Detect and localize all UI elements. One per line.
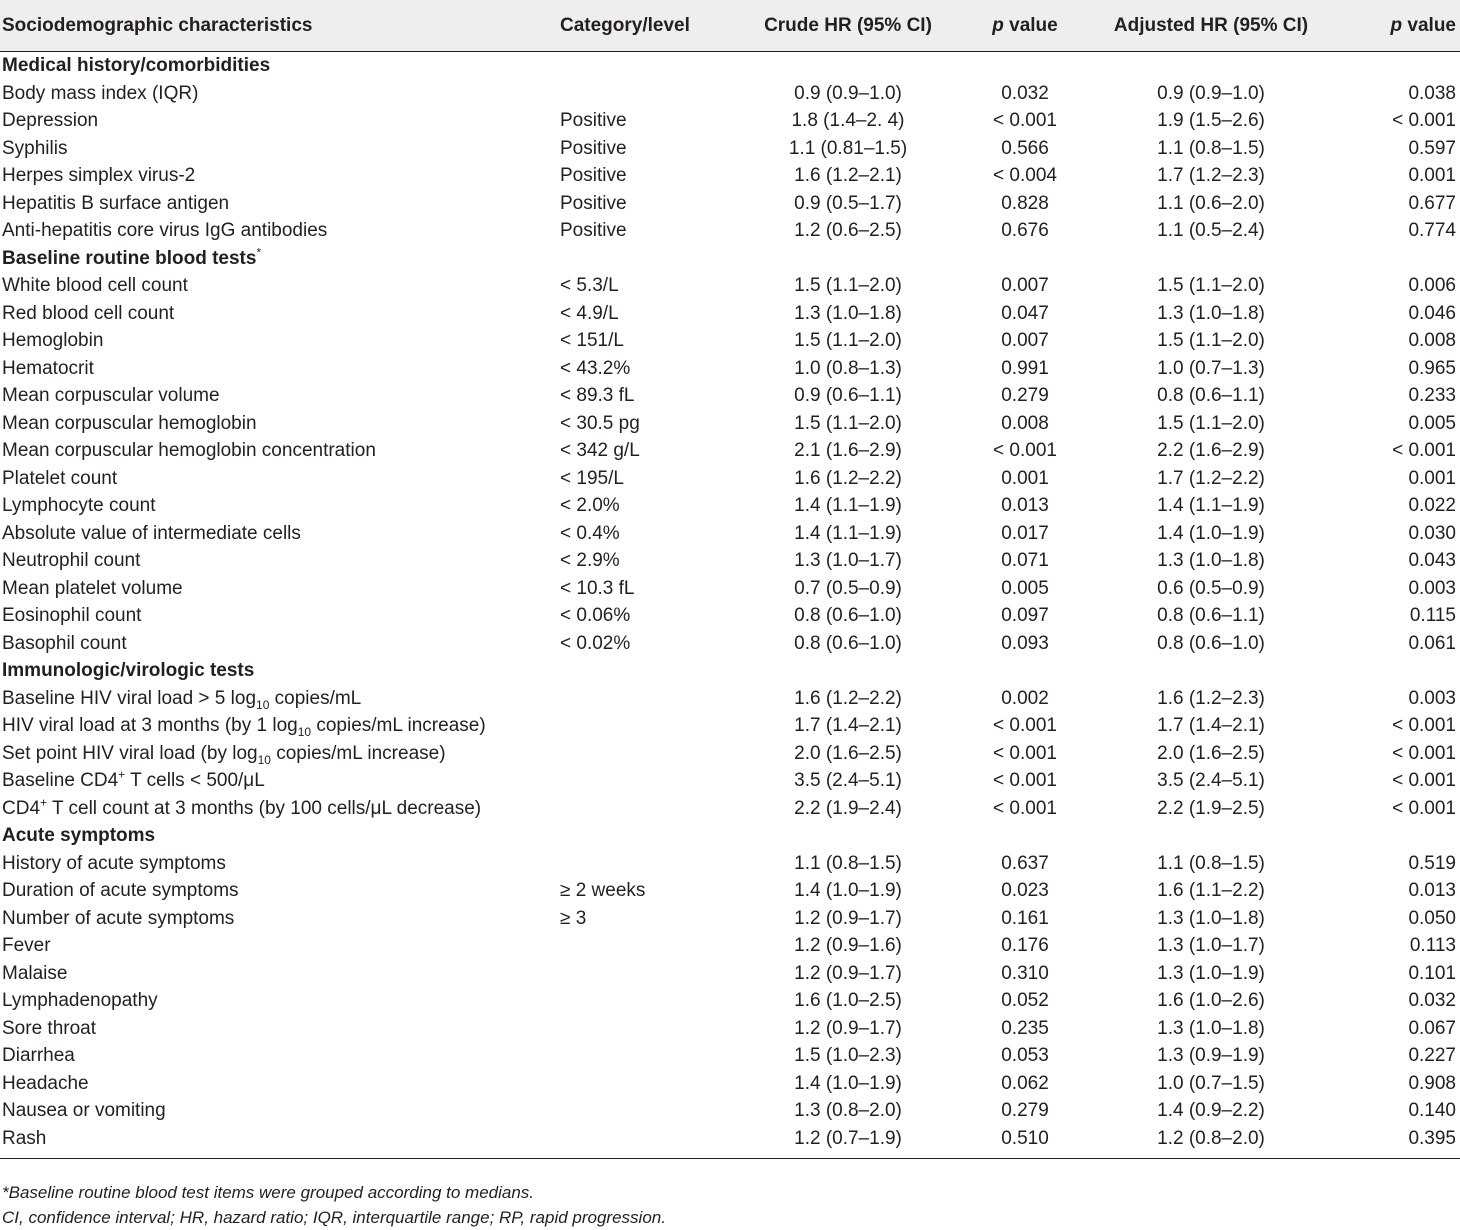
cell-crude-hr: 0.9 (0.9–1.0) bbox=[794, 82, 902, 104]
cell-crude-hr: 0.9 (0.5–1.7) bbox=[794, 192, 902, 214]
cell-crude-p: < 0.001 bbox=[993, 770, 1057, 791]
cell-category: Positive bbox=[560, 192, 627, 214]
cell-category bbox=[558, 1015, 742, 1043]
table-row bbox=[0, 410, 1460, 438]
cell-adjusted-hr: 2.2 (1.9–2.5) bbox=[1157, 797, 1265, 819]
cell-characteristic: Lymphocyte count bbox=[2, 495, 156, 516]
section-medical-history bbox=[0, 52, 1460, 80]
cell-crude-p: 0.279 bbox=[1001, 1100, 1049, 1121]
cell-characteristic: Nausea or vomiting bbox=[2, 1100, 166, 1121]
cell-crude-hr: 0.7 (0.5–0.9) bbox=[794, 577, 902, 599]
cell-characteristic: Number of acute symptoms bbox=[2, 907, 235, 929]
cell-adjusted-p: < 0.001 bbox=[1392, 742, 1456, 764]
cell-crude-p: 0.053 bbox=[1001, 1045, 1049, 1066]
cell-crude-p: 0.023 bbox=[1001, 880, 1049, 901]
cell-crude-hr: 1.5 (1.1–2.0) bbox=[794, 275, 902, 296]
cell-category bbox=[558, 767, 742, 795]
cell-characteristic bbox=[0, 740, 558, 768]
table-footnotes bbox=[2, 1180, 666, 1230]
cell-crude-p: 0.007 bbox=[1001, 330, 1049, 351]
cell-characteristic: Lymphadenopathy bbox=[2, 990, 158, 1011]
cell-adjusted-hr: 1.3 (1.0–1.8) bbox=[1157, 302, 1265, 324]
table-row bbox=[0, 740, 1460, 768]
cell-crude-p: 0.828 bbox=[1001, 192, 1049, 214]
cell-characteristic: Malaise bbox=[2, 962, 68, 984]
table-row bbox=[0, 382, 1460, 410]
cell-adjusted-p: 0.774 bbox=[1408, 220, 1456, 241]
value-word: value bbox=[1003, 14, 1058, 36]
cell-crude-p: 0.005 bbox=[1001, 577, 1049, 599]
cell-crude-hr: 1.4 (1.0–1.9) bbox=[794, 1072, 902, 1094]
cell-adjusted-hr: 1.7 (1.4–2.1) bbox=[1157, 715, 1265, 736]
table-row bbox=[0, 300, 1460, 328]
cell-characteristic: Hematocrit bbox=[2, 357, 94, 379]
cell-crude-hr: 1.4 (1.1–1.9) bbox=[794, 522, 902, 544]
table-row bbox=[0, 795, 1460, 823]
cell-characteristic: Fever bbox=[2, 935, 51, 956]
cell-category bbox=[558, 960, 742, 988]
cell-characteristic: Platelet count bbox=[2, 467, 118, 489]
cell-characteristic: Depression bbox=[2, 110, 99, 131]
cell-category: < 43.2% bbox=[560, 357, 631, 379]
cell-characteristic: Sore throat bbox=[2, 1017, 96, 1039]
cell-adjusted-hr: 0.8 (0.6–1.1) bbox=[1157, 605, 1265, 626]
label-text: HIV viral load at 3 months (by 1 log bbox=[2, 715, 298, 736]
header-characteristics: Sociodemographic characteristics bbox=[0, 0, 558, 52]
cell-crude-hr: 1.7 (1.4–2.1) bbox=[794, 715, 902, 736]
cell-crude-hr: 1.6 (1.2–2.2) bbox=[794, 687, 902, 709]
cell-category: < 30.5 pg bbox=[560, 412, 640, 434]
header-adjusted-p-value bbox=[1328, 0, 1460, 52]
cell-characteristic: Neutrophil count bbox=[2, 550, 141, 571]
cell-characteristic: Mean corpuscular volume bbox=[2, 385, 220, 406]
table-row bbox=[0, 492, 1460, 520]
cell-crude-hr: 1.2 (0.6–2.5) bbox=[794, 220, 902, 241]
cell-crude-p: 0.279 bbox=[1001, 385, 1049, 406]
cell-crude-p: 0.032 bbox=[1001, 82, 1049, 104]
cell-characteristic: Duration of acute symptoms bbox=[2, 880, 239, 901]
cell-crude-p: < 0.001 bbox=[993, 440, 1057, 461]
cell-adjusted-p: 0.227 bbox=[1408, 1045, 1456, 1066]
label-text: copies/mL bbox=[269, 687, 362, 709]
cell-adjusted-hr: 0.8 (0.6–1.0) bbox=[1157, 632, 1265, 654]
cell-crude-hr: 1.4 (1.0–1.9) bbox=[794, 880, 902, 901]
cell-adjusted-hr: 1.4 (1.1–1.9) bbox=[1157, 495, 1265, 516]
table-row bbox=[0, 520, 1460, 548]
cell-adjusted-p: 0.013 bbox=[1408, 880, 1456, 901]
cell-characteristic: Absolute value of intermediate cells bbox=[2, 522, 301, 544]
cell-crude-p: 0.071 bbox=[1001, 550, 1049, 571]
cell-adjusted-p: 0.008 bbox=[1408, 330, 1456, 351]
cell-category: < 89.3 fL bbox=[560, 385, 635, 406]
cell-adjusted-p: 0.001 bbox=[1408, 467, 1456, 489]
cell-crude-p: 0.047 bbox=[1001, 302, 1049, 324]
subscript: 10 bbox=[256, 697, 270, 712]
cell-characteristic bbox=[0, 767, 558, 795]
cell-adjusted-p: 0.113 bbox=[1409, 935, 1456, 956]
table-row bbox=[0, 107, 1460, 135]
cell-crude-hr: 1.6 (1.2–2.1) bbox=[794, 165, 902, 186]
cell-adjusted-p: 0.677 bbox=[1408, 192, 1456, 214]
section-blood-tests bbox=[0, 245, 1460, 273]
cell-crude-p: < 0.001 bbox=[993, 742, 1057, 764]
cell-adjusted-p: 0.233 bbox=[1408, 385, 1456, 406]
cell-adjusted-hr: 1.5 (1.1–2.0) bbox=[1157, 330, 1265, 351]
cell-crude-p: < 0.001 bbox=[993, 110, 1057, 131]
cell-characteristic: History of acute symptoms bbox=[2, 852, 226, 874]
cell-adjusted-p: < 0.001 bbox=[1392, 770, 1456, 791]
cell-crude-p: 0.991 bbox=[1001, 357, 1049, 379]
cell-adjusted-hr: 0.6 (0.5–0.9) bbox=[1157, 577, 1265, 599]
cell-crude-hr: 1.0 (0.8–1.3) bbox=[794, 357, 902, 379]
cell-adjusted-hr: 2.2 (1.6–2.9) bbox=[1157, 440, 1265, 461]
cell-crude-hr: 1.2 (0.9–1.6) bbox=[794, 935, 902, 956]
cell-adjusted-hr: 2.0 (1.6–2.5) bbox=[1157, 742, 1265, 764]
table-row bbox=[0, 437, 1460, 465]
cell-characteristic bbox=[0, 795, 558, 823]
cell-category: Positive bbox=[560, 220, 627, 241]
table-row bbox=[0, 190, 1460, 218]
subscript: 10 bbox=[297, 724, 312, 739]
cell-adjusted-p: < 0.001 bbox=[1392, 440, 1456, 461]
table-row bbox=[0, 767, 1460, 795]
cell-adjusted-p: 0.032 bbox=[1408, 990, 1456, 1011]
cell-adjusted-hr: 0.8 (0.6–1.1) bbox=[1157, 385, 1265, 406]
cell-category: < 10.3 fL bbox=[560, 577, 635, 599]
cell-characteristic bbox=[0, 712, 558, 740]
cell-adjusted-hr: 1.3 (1.0–1.9) bbox=[1157, 962, 1265, 984]
table-row bbox=[0, 850, 1460, 878]
cell-category bbox=[558, 1070, 742, 1098]
cell-adjusted-p: 0.965 bbox=[1408, 357, 1456, 379]
table-row bbox=[0, 1125, 1460, 1159]
table-row bbox=[0, 1015, 1460, 1043]
superscript: + bbox=[40, 795, 48, 810]
table-row bbox=[0, 712, 1460, 740]
label-text: copies/mL increase) bbox=[270, 742, 446, 764]
cell-category bbox=[558, 80, 742, 108]
cell-crude-hr: 1.1 (0.8–1.5) bbox=[794, 852, 902, 874]
cell-adjusted-hr: 1.4 (0.9–2.2) bbox=[1157, 1100, 1265, 1121]
cell-adjusted-p: 0.005 bbox=[1408, 412, 1456, 434]
section-immunologic-tests bbox=[0, 657, 1460, 685]
cell-adjusted-hr: 1.1 (0.5–2.4) bbox=[1157, 220, 1265, 241]
cell-category: < 4.9/L bbox=[560, 302, 619, 324]
table-row bbox=[0, 987, 1460, 1015]
cell-adjusted-hr: 1.3 (0.9–1.9) bbox=[1157, 1045, 1265, 1066]
cell-crude-hr: 1.3 (1.0–1.7) bbox=[794, 550, 902, 571]
cell-adjusted-hr: 1.0 (0.7–1.5) bbox=[1157, 1072, 1265, 1094]
cell-adjusted-hr: 1.5 (1.1–2.0) bbox=[1157, 412, 1265, 434]
table-row bbox=[0, 217, 1460, 245]
cell-adjusted-p: 0.030 bbox=[1408, 522, 1456, 544]
cell-crude-hr: 0.8 (0.6–1.0) bbox=[794, 605, 902, 626]
header-adjusted-hr: Adjusted HR (95% CI) bbox=[1096, 0, 1328, 52]
cell-crude-hr: 2.2 (1.9–2.4) bbox=[794, 797, 902, 819]
section-row bbox=[0, 52, 1460, 80]
cell-crude-p: 0.052 bbox=[1001, 990, 1049, 1011]
label-text: T cells < 500/μL bbox=[125, 770, 265, 791]
table-row bbox=[0, 272, 1460, 300]
cell-characteristic: Herpes simplex virus-2 bbox=[2, 165, 196, 186]
cell-adjusted-p: 0.003 bbox=[1408, 577, 1456, 599]
cell-adjusted-p: 0.043 bbox=[1408, 550, 1456, 571]
cell-category bbox=[558, 932, 742, 960]
cell-adjusted-hr: 1.3 (1.0–1.8) bbox=[1157, 907, 1265, 929]
table-row bbox=[0, 135, 1460, 163]
cell-adjusted-p: < 0.001 bbox=[1392, 110, 1456, 131]
cell-category bbox=[558, 740, 742, 768]
cell-characteristic: Diarrhea bbox=[2, 1045, 75, 1066]
cell-crude-hr: 2.1 (1.6–2.9) bbox=[794, 440, 902, 461]
cell-characteristic: Basophil count bbox=[2, 632, 127, 654]
cell-adjusted-hr: 1.7 (1.2–2.2) bbox=[1157, 467, 1265, 489]
cell-adjusted-p: 0.038 bbox=[1408, 82, 1456, 104]
cell-adjusted-hr: 0.9 (0.9–1.0) bbox=[1157, 82, 1265, 104]
cell-category: < 2.9% bbox=[560, 550, 620, 571]
cell-crude-hr: 1.5 (1.0–2.3) bbox=[794, 1045, 902, 1066]
cell-adjusted-hr: 1.5 (1.1–2.0) bbox=[1157, 275, 1265, 296]
cell-crude-p: 0.062 bbox=[1001, 1072, 1049, 1094]
table-row bbox=[0, 355, 1460, 383]
cell-characteristic: Red blood cell count bbox=[2, 302, 175, 324]
cell-crude-p: < 0.001 bbox=[993, 715, 1057, 736]
label-text: Baseline CD4 bbox=[2, 770, 119, 791]
cell-characteristic: Mean platelet volume bbox=[2, 577, 183, 599]
table-row bbox=[0, 547, 1460, 575]
section-label: Medical history/comorbidities bbox=[2, 55, 271, 76]
cell-category bbox=[558, 795, 742, 823]
cell-crude-hr: 1.2 (0.9–1.7) bbox=[794, 1017, 902, 1039]
superscript: + bbox=[118, 767, 126, 782]
cell-category: ≥ 3 bbox=[560, 907, 587, 929]
table-row bbox=[0, 162, 1460, 190]
footnote-abbreviations: CI, confidence interval; HR, hazard ratio; IQR, interquartile range; RP, rapid progression. bbox=[2, 1208, 666, 1227]
cell-adjusted-hr: 1.1 (0.8–1.5) bbox=[1157, 852, 1265, 874]
cell-adjusted-p: 0.908 bbox=[1408, 1072, 1456, 1094]
table-row bbox=[0, 905, 1460, 933]
cell-adjusted-p: 0.067 bbox=[1408, 1017, 1456, 1039]
cell-crude-hr: 1.8 (1.4–2. 4) bbox=[791, 110, 905, 131]
cell-adjusted-hr: 1.3 (1.0–1.8) bbox=[1157, 1017, 1265, 1039]
cell-category: Positive bbox=[560, 165, 627, 186]
value-word: value bbox=[1402, 14, 1456, 36]
cell-characteristic: Mean corpuscular hemoglobin concentration bbox=[2, 440, 376, 461]
table-row bbox=[0, 877, 1460, 905]
cell-adjusted-p: 0.519 bbox=[1408, 852, 1456, 874]
table-row bbox=[0, 602, 1460, 630]
cell-category: Positive bbox=[560, 110, 627, 131]
cell-characteristic: Anti-hepatitis core virus IgG antibodies bbox=[2, 220, 328, 241]
cell-crude-hr: 1.4 (1.1–1.9) bbox=[794, 495, 902, 516]
cell-adjusted-hr: 1.4 (1.0–1.9) bbox=[1157, 522, 1265, 544]
cell-crude-p: 0.007 bbox=[1001, 275, 1049, 296]
cell-category bbox=[558, 987, 742, 1015]
cell-crude-hr: 1.1 (0.81–1.5) bbox=[788, 137, 908, 159]
section-row bbox=[0, 245, 1460, 273]
cell-crude-p: 0.001 bbox=[1001, 467, 1049, 489]
label-text: Baseline HIV viral load > 5 log bbox=[2, 687, 257, 709]
cell-adjusted-hr: 1.6 (1.2–2.3) bbox=[1157, 687, 1265, 709]
cell-crude-p: 0.637 bbox=[1001, 852, 1049, 874]
cell-characteristic: Syphilis bbox=[2, 137, 68, 159]
cell-crude-p: 0.676 bbox=[1001, 220, 1049, 241]
cell-characteristic bbox=[0, 685, 558, 713]
cell-adjusted-hr: 1.6 (1.1–2.2) bbox=[1157, 880, 1265, 901]
table-row bbox=[0, 685, 1460, 713]
label-text: copies/mL increase) bbox=[311, 715, 486, 736]
p-symbol: p bbox=[992, 14, 1004, 36]
cell-crude-p: 0.017 bbox=[1001, 522, 1049, 544]
cell-category bbox=[558, 850, 742, 878]
table-row bbox=[0, 1070, 1460, 1098]
cell-crude-hr: 0.8 (0.6–1.0) bbox=[794, 632, 902, 654]
cell-adjusted-p: 0.003 bbox=[1408, 687, 1456, 709]
cell-crude-p: 0.566 bbox=[1001, 137, 1049, 159]
section-label: Baseline routine blood tests bbox=[2, 247, 257, 269]
cell-crude-p: 0.310 bbox=[1001, 962, 1049, 984]
table-row bbox=[0, 1097, 1460, 1125]
header-crude-p-value bbox=[956, 0, 1096, 52]
header-crude-hr: Crude HR (95% CI) bbox=[742, 0, 956, 52]
table-row bbox=[0, 932, 1460, 960]
table-body bbox=[0, 52, 1460, 1159]
label-text: Set point HIV viral load (by log bbox=[2, 742, 258, 764]
cell-crude-hr: 1.6 (1.0–2.5) bbox=[794, 990, 902, 1011]
cell-crude-p: 0.013 bbox=[1001, 495, 1049, 516]
cell-adjusted-p: 0.046 bbox=[1408, 302, 1456, 324]
table-row bbox=[0, 327, 1460, 355]
cell-crude-p: 0.176 bbox=[1001, 935, 1049, 956]
cell-adjusted-p: 0.001 bbox=[1408, 165, 1456, 186]
cell-category: < 342 g/L bbox=[560, 440, 640, 461]
label-text: CD4 bbox=[2, 797, 41, 819]
cell-characteristic: Mean corpuscular hemoglobin bbox=[2, 412, 257, 434]
header-category: Category/level bbox=[558, 0, 742, 52]
cell-characteristic: Hepatitis B surface antigen bbox=[2, 192, 230, 214]
subscript: 10 bbox=[257, 752, 271, 767]
table-row bbox=[0, 465, 1460, 493]
cell-adjusted-p: 0.115 bbox=[1409, 605, 1456, 626]
section-acute-symptoms bbox=[0, 822, 1460, 850]
cell-crude-hr: 1.6 (1.2–2.2) bbox=[794, 467, 902, 489]
cell-adjusted-p: 0.061 bbox=[1408, 632, 1456, 654]
section-label: Acute symptoms bbox=[2, 825, 156, 846]
section-row bbox=[0, 657, 1460, 685]
cell-crude-hr: 1.5 (1.1–2.0) bbox=[794, 330, 902, 351]
cell-adjusted-p: 0.050 bbox=[1408, 907, 1456, 929]
cell-crude-p: < 0.001 bbox=[993, 797, 1057, 819]
cell-adjusted-hr: 1.3 (1.0–1.8) bbox=[1157, 550, 1265, 571]
label-text: T cell count at 3 months (by 100 cells/μL decrease) bbox=[47, 797, 482, 819]
cell-characteristic: Headache bbox=[2, 1072, 89, 1094]
cell-crude-p: 0.235 bbox=[1001, 1017, 1049, 1039]
cell-adjusted-hr: 1.1 (0.6–2.0) bbox=[1157, 192, 1265, 214]
cell-adjusted-hr: 3.5 (2.4–5.1) bbox=[1157, 770, 1265, 791]
table-row bbox=[0, 80, 1460, 108]
cell-category: < 151/L bbox=[560, 330, 624, 351]
cell-category: < 0.4% bbox=[560, 522, 620, 544]
cell-crude-hr: 1.5 (1.1–2.0) bbox=[794, 412, 902, 434]
cell-adjusted-p: 0.101 bbox=[1408, 962, 1456, 984]
table-row bbox=[0, 630, 1460, 658]
cell-characteristic: Body mass index (IQR) bbox=[2, 82, 199, 104]
cell-adjusted-p: 0.597 bbox=[1408, 137, 1456, 159]
cell-adjusted-hr: 1.7 (1.2–2.3) bbox=[1157, 165, 1265, 186]
cell-category: < 2.0% bbox=[560, 495, 620, 516]
cell-category: < 0.02% bbox=[560, 632, 631, 654]
cell-category bbox=[558, 685, 742, 713]
cell-adjusted-hr: 1.1 (0.8–1.5) bbox=[1157, 137, 1265, 159]
cell-adjusted-hr: 1.6 (1.0–2.6) bbox=[1157, 990, 1265, 1011]
cell-crude-p: < 0.004 bbox=[993, 165, 1057, 186]
cell-adjusted-p: 0.022 bbox=[1408, 495, 1456, 516]
cell-category: < 195/L bbox=[560, 467, 624, 489]
cell-crude-hr: 1.3 (0.8–2.0) bbox=[794, 1100, 902, 1121]
table-row bbox=[0, 1042, 1460, 1070]
cell-category bbox=[558, 1125, 742, 1159]
cell-adjusted-hr: 1.9 (1.5–2.6) bbox=[1157, 110, 1265, 131]
footnote-medians: *Baseline routine blood test items were grouped according to medians. bbox=[2, 1183, 535, 1202]
cell-crude-hr: 2.0 (1.6–2.5) bbox=[794, 742, 902, 764]
cell-characteristic: Rash bbox=[0, 1125, 558, 1159]
cell-crude-p: 0.510 bbox=[956, 1125, 1096, 1159]
cell-crude-hr: 1.2 (0.7–1.9) bbox=[742, 1125, 956, 1159]
cell-characteristic: Eosinophil count bbox=[2, 605, 142, 626]
cell-crude-hr: 1.2 (0.9–1.7) bbox=[794, 907, 902, 929]
cell-category: ≥ 2 weeks bbox=[560, 880, 646, 901]
cell-adjusted-p: < 0.001 bbox=[1392, 715, 1456, 736]
cell-crude-hr: 3.5 (2.4–5.1) bbox=[794, 770, 902, 791]
table-row bbox=[0, 575, 1460, 603]
cell-category: < 5.3/L bbox=[560, 275, 619, 296]
cell-characteristic: White blood cell count bbox=[2, 275, 188, 296]
cell-adjusted-hr: 1.2 (0.8–2.0) bbox=[1096, 1125, 1328, 1159]
cell-adjusted-p: < 0.001 bbox=[1392, 797, 1456, 819]
cell-crude-p: 0.097 bbox=[1001, 605, 1049, 626]
cell-crude-hr: 1.3 (1.0–1.8) bbox=[794, 302, 902, 324]
cell-category: Positive bbox=[560, 137, 627, 159]
footnote-marker: * bbox=[256, 245, 262, 260]
cell-crude-p: 0.008 bbox=[1001, 412, 1049, 434]
cell-crude-p: 0.093 bbox=[1001, 632, 1049, 654]
cell-adjusted-hr: 1.0 (0.7–1.3) bbox=[1157, 357, 1265, 379]
cell-crude-hr: 1.2 (0.9–1.7) bbox=[794, 962, 902, 984]
section-label: Immunologic/virologic tests bbox=[2, 660, 255, 681]
table-header bbox=[0, 0, 1460, 52]
cell-adjusted-hr: 1.3 (1.0–1.7) bbox=[1157, 935, 1265, 956]
cell-crude-p: 0.161 bbox=[1001, 907, 1049, 929]
cell-category bbox=[558, 712, 742, 740]
cell-crude-p: 0.002 bbox=[1001, 687, 1049, 709]
p-symbol: p bbox=[1390, 14, 1403, 36]
cell-category bbox=[558, 1042, 742, 1070]
cell-category: < 0.06% bbox=[560, 605, 631, 626]
section-row bbox=[0, 822, 1460, 850]
cell-adjusted-p: 0.395 bbox=[1328, 1125, 1460, 1159]
cell-crude-hr: 0.9 (0.6–1.1) bbox=[794, 385, 902, 406]
cell-adjusted-p: 0.140 bbox=[1408, 1100, 1456, 1121]
cell-characteristic: Hemoglobin bbox=[2, 330, 104, 351]
cell-adjusted-p: 0.006 bbox=[1408, 275, 1456, 296]
cell-category bbox=[558, 1097, 742, 1125]
table-row bbox=[0, 960, 1460, 988]
